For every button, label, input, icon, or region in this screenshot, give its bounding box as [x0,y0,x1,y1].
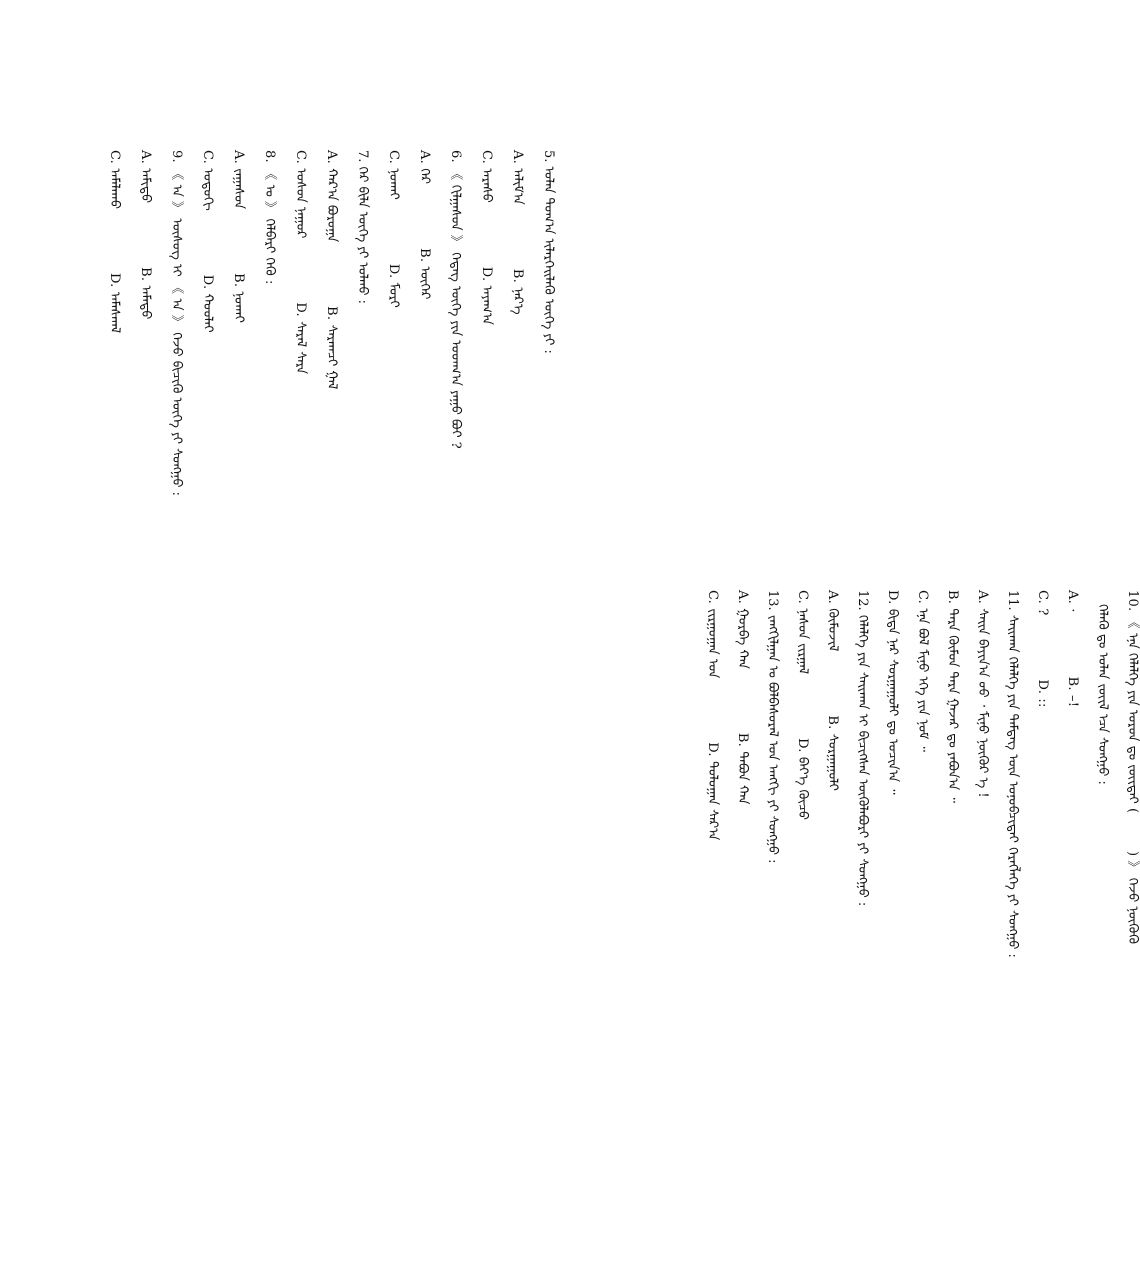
option-text: ᠠᠮᠠᠲᠤ [138,285,153,320]
option-text: ᠬᠠᠷ᠎ᠠ ᠪᠣᠷᠣᠭᠠ [324,168,339,243]
option-label: D. [293,302,308,317]
option[interactable] [106,150,122,209]
option-text: ᠵᠠᠭᠠᠰᠤᠨ [231,168,246,210]
question [447,150,463,449]
option-row [509,150,525,315]
question-text: ᠭᠡᠷ ᠪᠢᠯᠡ ᠦᠭᠡ ᠶᠢ ᠣᠯᠬᠤ : [355,166,370,305]
option-label: A. [324,150,339,164]
question-number: 10. [1125,590,1140,612]
option-text: ᠰᠠᠷᠠᠯ ᠰᠠᠷᠠ [293,321,308,375]
option[interactable] [704,590,720,678]
option-text: ᠠᠷᠠᠰᠤ [479,168,494,203]
option-text: ᠦᠬᠡᠷ [417,266,432,300]
answer-line [944,590,960,803]
option-text: ᠠᠮᠢᠳᠤ [138,168,153,204]
option-text: ᠠᠯᠢᠮ᠎ᠠ [510,168,525,205]
option[interactable] [230,150,246,209]
question-text-tail: ) 》 ᠭᠡᠵᠦ ᠨᠦᠬᠦᠬᠦ [1125,851,1140,945]
option-text: ᠭᠤᠷᠪᠠ ᠬᠠᠨ [735,608,750,669]
question-text: ᠣᠯᠠᠨ ᠲᠣᠭ᠎ᠠ ᠢᠯᠡᠷᠬᠡᠢᠯᠡᠬᠦ ᠦᠭᠡ ᠶᠢ : [541,166,556,354]
option[interactable] [230,273,246,323]
option-label: B. [825,715,840,730]
option[interactable] [385,264,401,308]
option[interactable] [824,590,840,651]
option-label: C. [479,150,494,165]
question [261,150,277,284]
option-label: B. [138,267,153,282]
line-text: ᠬᠡᠯᠡᠬᠦ ᠳᠤ ᠣᠯᠠᠨ ᠵᠦᠢᠯ ᠡᠴᠡ ᠰᠣᠩᠭᠣ : [1095,604,1110,785]
option-text: :: [1035,698,1050,708]
option-text: ᠮᠣᠷᠢ [386,282,401,308]
option[interactable] [137,267,153,319]
option-row [1064,590,1080,707]
option[interactable] [137,150,153,203]
option-text: ᠪᠡᠶ᠎ᠡ ᠬᠦᠴᠦ [795,756,810,820]
option[interactable] [1034,590,1050,616]
option-label: C. [293,150,308,165]
question [1004,590,1020,958]
option-label: A. [510,150,525,164]
option-label: A. [1065,590,1080,604]
option[interactable] [416,248,432,299]
option[interactable] [323,306,339,389]
option-text: –! [1065,695,1080,708]
option-label: C. [795,590,810,605]
option[interactable] [824,715,840,791]
option[interactable] [199,150,215,211]
option-text: ᠳᠣᠯᠣᠭᠠᠨ ᠰᠠᠷ᠎ᠠ [705,761,720,841]
question-number: 5. [541,150,556,163]
option-text: ᠬᠦᠮᠦᠵᠢᠯ [825,608,840,652]
option-text: ᠨᠣᠬᠠᠢ [386,168,401,200]
option-text: ᠠᠮᠠᠯᠠᠬᠤ [107,168,122,209]
option-row [416,150,432,299]
question-number: 6. [448,150,463,163]
question-text: 《 ᠣ 》 ᠬᠡᠯᠪᠡᠷᠢ ᠭᠡᠬᠦ : [262,167,277,285]
option-row [794,590,810,820]
question-number: 9. [169,150,184,163]
question-number: 8. [262,150,277,163]
option-row [323,150,339,389]
option-label: C. [200,150,215,165]
option-label: D. [107,273,122,288]
question-text: ᠬᠡᠯᠡᠯᠭᠡ ᠶᠢᠨ ᠰᠠᠢᠬᠠᠨ ᠢ ᠪᠢᠴᠢᠭᠰᠡᠨ ᠦᠭᠦᠯᠡᠪᠦᠷᠢ ᠶᠢ ᠰᠣᠩᠭᠣ : [855,614,870,907]
option[interactable] [734,733,750,805]
option-label: D. [479,266,494,282]
option[interactable] [509,150,525,205]
answer-line [884,590,900,795]
option[interactable] [292,150,308,238]
option-label: B. [735,732,750,747]
question-number: 13. [765,590,780,611]
option-text: ? [1035,608,1050,616]
option-label: A. [231,150,246,164]
option-text: ᠭᠡᠷ [417,168,432,185]
question-number: 11. [1005,590,1020,611]
option-row [1034,590,1050,708]
option-label: B. [1065,676,1080,691]
option[interactable] [199,275,215,333]
option-row [824,590,840,791]
option-text: ᠰᠤᠷᠭᠠᠭᠤᠯᠢ [825,733,840,791]
option[interactable] [323,150,339,242]
question [168,150,184,496]
option-row [106,150,122,333]
option-text: ᠣᠳᠣᠬᠢ [200,168,215,211]
question-text: ᠵᠠᠩᠭᠢᠯᠭᠠᠨ ᠤ ᠪᠣᠯᠪᠠᠰᠤᠷᠠᠯ ᠤᠨ ᠠᠩᠭᠢ ᠶᠢ ᠰᠣᠩᠭᠣ : [765,614,780,864]
option-row [704,590,720,840]
option-text: ᠬᠣᠣᠯᠠᠢ [200,293,215,333]
option-row [385,150,401,308]
question-text: ᠰᠠᠢᠬᠠᠨ ᠬᠡᠯᠡᠯᠭᠡ ᠶᠢᠨ ᠲᠡᠮᠳᠡᠭ ᠦᠨ ᠣᠨᠣᠪᠴᠢᠲᠠᠢ ᠬᠡᠷᠡᠭᠯᠡᠭᠡ ᠶᠢ ᠰᠣᠩᠭᠣ : [1005,614,1020,958]
answer-line [914,590,930,752]
option-text: · [1065,608,1080,613]
option-label: B. [510,268,525,283]
option-label: B. [324,306,339,321]
option-label: B. [231,273,246,288]
option-label: C. [386,150,401,165]
question-number: 12. [855,590,870,611]
option[interactable] [509,269,525,315]
option[interactable] [292,302,308,374]
option-label: A. [825,590,840,604]
option[interactable] [1064,590,1080,613]
answer-line [1094,604,1110,785]
option-text: ᠠᠮᠠᠰᠬᠠᠯ [107,291,122,334]
option-text: ᠨᠣᠬᠠᠢ [231,291,246,323]
option[interactable] [1034,680,1050,708]
option-row [230,150,246,323]
option-label: A. [138,150,153,164]
option-text: ᠠᠶᠠᠭ᠎ᠠ [479,285,494,325]
question [764,590,780,864]
option-row [292,150,308,374]
option[interactable] [794,738,810,820]
option-label: D. [705,742,720,757]
option-label: B. [417,248,432,263]
option-row [734,590,750,804]
option-row [199,150,215,333]
question-text: 《 ᠡᠨᠡ ᠬᠡᠯᠡᠯᠭᠡ ᠶᠢᠨ ᠣᠷᠣᠨ ᠳᠤ ᠵᠦᠢᠲᠡᠢ ( [1125,615,1140,814]
option[interactable] [416,150,432,184]
question [854,590,870,906]
option-text: ᠲᠠᠪᠤᠨ ᠬᠠᠨ [735,751,750,805]
option-row [478,150,494,325]
option-text: ᠨᠠᠰᠤᠨ ᠵᠢᠷᠭᠠᠯ [795,608,810,675]
option-label: A. [417,150,432,164]
option[interactable] [478,150,494,203]
option-text: ᠤᠰᠤᠨ ᠨᠠᠭᠤᠷ [293,168,308,239]
question-text: 《 ᠠ 》 ᠦᠰᠦᠭ ᠢ 《 ᠠ 》 ᠭᠡᠵᠦ ᠪᠢᠴᠢᠬᠦ ᠦᠭᠡ ᠶᠢ ᠰᠣᠩᠭᠣ : [169,167,184,497]
question-number: 7. [355,150,370,163]
option-text: ᠰᠠᠷᠠᠭᠴᠢ ᠭᠠᠯ [324,324,339,390]
option-label: D. [795,738,810,753]
option[interactable] [106,273,122,333]
option-text: ᠵᠢᠷᠭᠤᠭᠠᠨ ᠣᠨ [705,608,720,679]
option[interactable] [704,742,720,840]
option[interactable] [1064,677,1080,708]
question [1124,590,1140,944]
option[interactable] [385,150,401,200]
option-label: C. [107,150,122,165]
option-row [137,150,153,319]
question [354,150,370,304]
option-label: D. [386,263,401,279]
line-text: A. ᠰᠠᠢᠨ ᠪᠠᠶᠢᠨ᠎ᠠ ᠤᠤ ᠂ ᠮᠢᠨᠤ ᠨᠥᠬᠦᠷ ᠡ ! [975,590,990,798]
answer-line [974,590,990,798]
option[interactable] [734,590,750,669]
option-text: ᠨᠡᠷ᠎ᠡ [510,287,525,315]
option[interactable] [794,590,810,674]
line-text: D. ᠪᠢᠳᠡ ᠨᠠᠷ ᠰᠤᠷᠭᠠᠭᠤᠯᠢ ᠳᠤ ᠣᠴᠢᠨ᠎ᠠ ᠃ [885,590,900,795]
option-label: A. [735,590,750,604]
option[interactable] [478,267,494,325]
question [540,150,556,354]
option-label: D. [200,274,215,290]
option-label: C. [1035,590,1050,605]
line-text: B. ᠲᠡᠷᠡ ᠬᠦᠮᠦᠨ ᠲᠡᠷᠡ ᠭᠠᠵᠠᠷ ᠳᠤ ᠶᠠᠪᠤᠨ᠎ᠠ ᠃ [945,590,960,803]
question-text: 《 ᠬᠢᠯᠭᠠᠰᠤᠨ 》 ᠭᠡᠳᠡᠭ ᠦᠭᠡ ᠶᠢᠨ ᠤᠳᠬ᠎ᠠ ᠶᠠᠭᠤ ᠪᠤᠢ ? [448,167,463,449]
option-label: D. [1035,679,1050,695]
option-label: C. [705,590,720,605]
line-text: C. ᠡᠨᠡ ᠪᠣᠯ ᠮᠢᠨᠤ ᠡᠬᠡ ᠶᠢᠨ ᠨᠣᠮ ᠃ [915,590,930,752]
